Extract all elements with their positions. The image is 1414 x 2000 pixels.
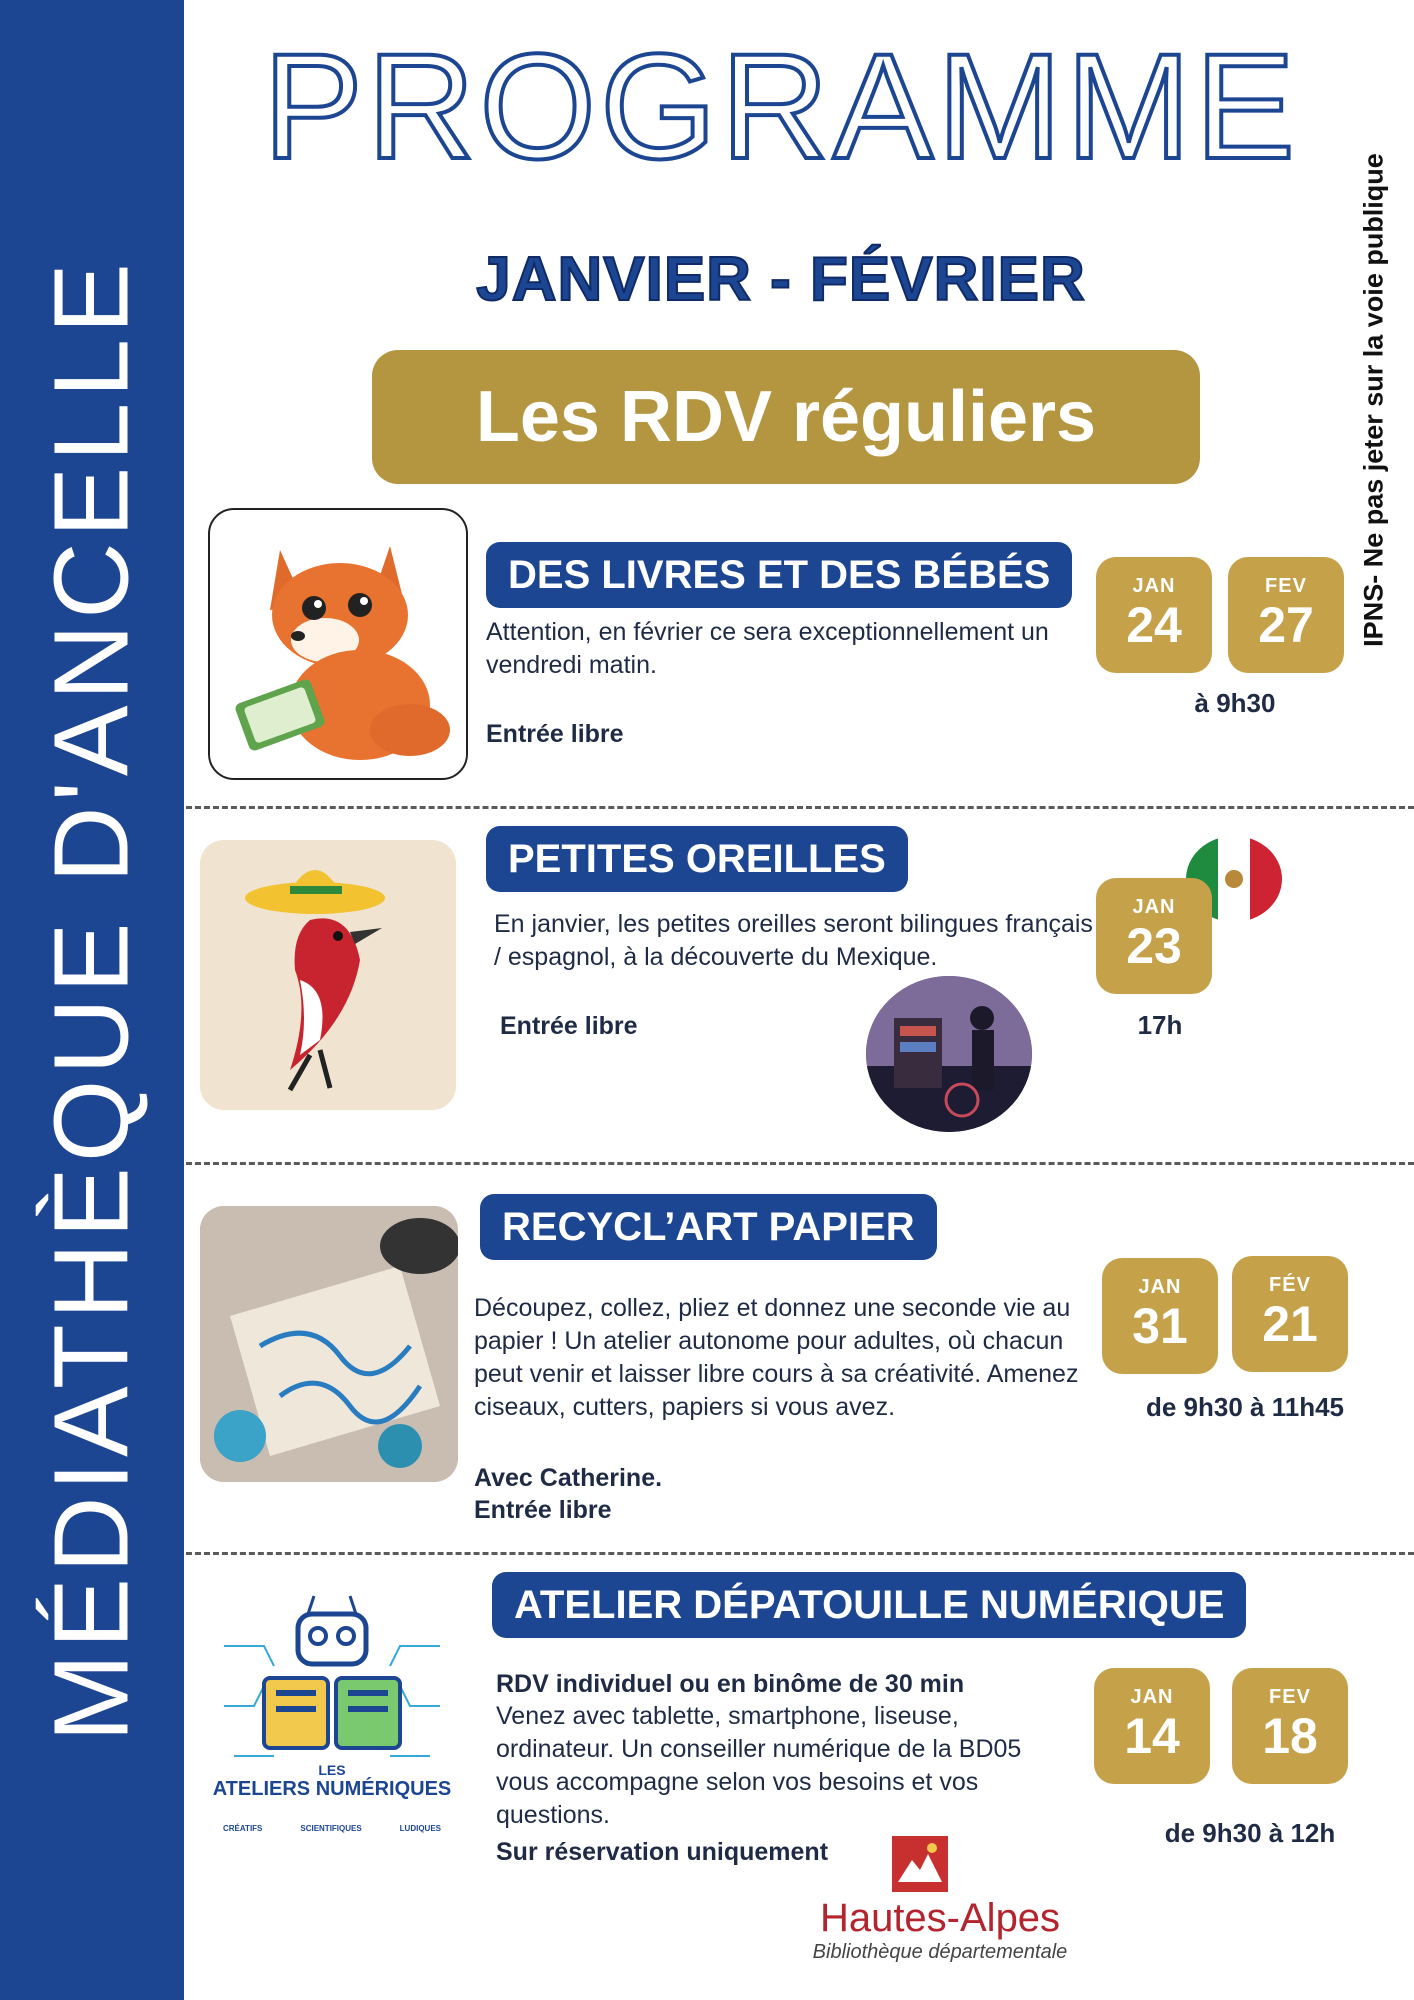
logo-tag: SCIENTIFIQUES bbox=[300, 1824, 362, 1833]
partner-block bbox=[790, 1896, 1090, 1964]
divider bbox=[186, 806, 1414, 809]
date-month: FEV bbox=[1265, 575, 1307, 597]
section-pill: Les RDV réguliers bbox=[372, 350, 1200, 484]
partner-subtitle: Bibliothèque départementale bbox=[812, 1941, 1068, 1963]
event2-title: PETITES OREILLES bbox=[486, 826, 908, 892]
date-day: 31 bbox=[1132, 1298, 1188, 1354]
date-day: 14 bbox=[1124, 1708, 1180, 1764]
date-day: 23 bbox=[1126, 918, 1182, 974]
event4-title: ATELIER DÉPATOUILLE NUMÉRIQUE bbox=[492, 1572, 1246, 1638]
event4-time: de 9h30 à 12h bbox=[1164, 1818, 1336, 1848]
event3-date-1 bbox=[1102, 1258, 1218, 1374]
sidebar bbox=[0, 0, 184, 2000]
bird-sombrero-illustration bbox=[200, 840, 456, 1110]
event2-description: En janvier, les petites oreilles seront bilingues français / espagnol, à la découverte du Mexique. bbox=[494, 910, 1093, 971]
event1-date-1 bbox=[1096, 557, 1212, 673]
event1-date-2 bbox=[1228, 557, 1344, 673]
event2-time: 17h bbox=[1137, 1010, 1183, 1040]
logo-tag: LUDIQUES bbox=[399, 1824, 442, 1833]
event3-date-2 bbox=[1232, 1256, 1348, 1372]
logo-tag: CRÉATIFS bbox=[222, 1824, 263, 1833]
date-month: JAN bbox=[1138, 1276, 1182, 1298]
date-day: 21 bbox=[1262, 1296, 1318, 1352]
logo-tags bbox=[204, 1824, 460, 1833]
date-month: FEV bbox=[1269, 1686, 1311, 1708]
sidebar-title: MÉDIATHÈQUE D'ANCELLE bbox=[32, 258, 151, 1742]
event4-date-1 bbox=[1094, 1668, 1210, 1784]
date-month: JAN bbox=[1130, 1686, 1174, 1708]
divider bbox=[186, 1162, 1414, 1165]
event2-date-1 bbox=[1096, 878, 1212, 994]
date-month: JAN bbox=[1132, 896, 1176, 918]
fox-illustration bbox=[208, 508, 468, 780]
event3-time: de 9h30 à 11h45 bbox=[1145, 1392, 1345, 1422]
paper-craft-photo bbox=[200, 1206, 458, 1482]
event4-booking: Sur réservation uniquement bbox=[496, 1838, 829, 1866]
event1-title: DES LIVRES ET DES BÉBÉS bbox=[486, 542, 1072, 608]
period-heading: JANVIER - FÉVRIER bbox=[476, 245, 1086, 314]
date-month: FÉV bbox=[1269, 1274, 1311, 1296]
hautes-alpes-logo-icon bbox=[892, 1836, 948, 1892]
event4-date-2 bbox=[1232, 1668, 1348, 1784]
ipns-note: IPNS- Ne pas jeter sur la voie publique bbox=[1358, 153, 1389, 647]
bookcase-scene-image bbox=[866, 976, 1032, 1132]
date-day: 27 bbox=[1258, 597, 1314, 653]
page-title: PROGRAMME bbox=[262, 22, 1300, 190]
event4-description: Venez avec tablette, smartphone, liseuse, ordinateur. Un conseiller numérique de la BD05 vous accompagne selon vos besoins et vos questions. bbox=[496, 1702, 1022, 1829]
event3-entry: Entrée libre bbox=[474, 1496, 612, 1524]
partner-name: Hautes-Alpes bbox=[819, 1896, 1061, 1940]
logo-name: ATELIERS NUMÉRIQUES bbox=[212, 1778, 452, 1800]
event2-entry: Entrée libre bbox=[500, 1012, 638, 1040]
event3-title: RECYCL’ART PAPIER bbox=[480, 1194, 937, 1260]
date-day: 24 bbox=[1126, 597, 1182, 653]
date-day: 18 bbox=[1262, 1708, 1318, 1764]
logo-les: LES bbox=[318, 1762, 346, 1778]
event4-lead: RDV individuel ou en binôme de 30 min bbox=[496, 1670, 965, 1698]
event1-time: à 9h30 bbox=[1194, 688, 1276, 718]
divider bbox=[186, 1552, 1414, 1555]
date-month: JAN bbox=[1132, 575, 1176, 597]
event1-description: Attention, en février ce sera exceptionnellement un vendredi matin. bbox=[486, 618, 1049, 679]
event3-with: Avec Catherine. bbox=[474, 1464, 663, 1492]
ateliers-numeriques-logo bbox=[204, 1586, 460, 1856]
event3-description: Découpez, collez, pliez et donnez une seconde vie au papier ! Un atelier autonome pour adultes, où chacun peut venir et laisser libre cours à sa créativité. Amenez ciseaux, cutters, papiers si vous avez. bbox=[474, 1294, 1079, 1421]
event1-entry: Entrée libre bbox=[486, 720, 624, 748]
